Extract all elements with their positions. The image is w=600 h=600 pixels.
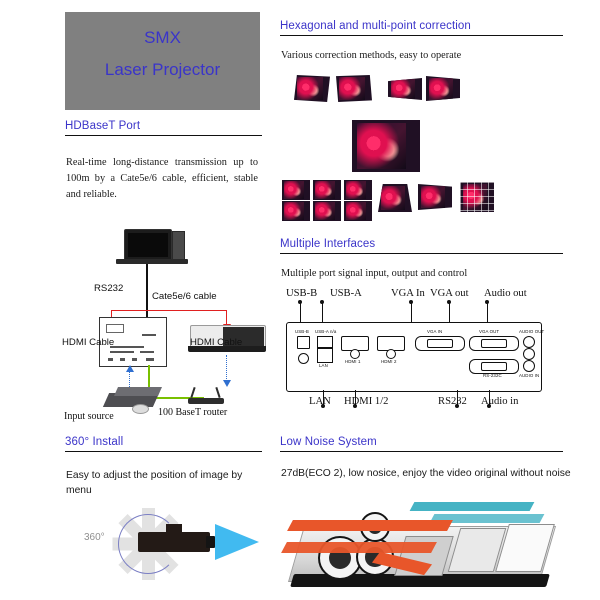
keyboard-icon: [116, 259, 188, 264]
install360-body: Easy to adjust the position of image by menu: [66, 470, 243, 497]
correction-thumbnail-grid: [280, 72, 570, 227]
silk-hdmi2: HDMI 2: [381, 359, 397, 364]
leader-dot: [485, 300, 489, 304]
silk-vga-in: VGA IN: [427, 329, 443, 334]
vga-in-dsub: [427, 339, 453, 348]
callout-audio-in: Audio in: [481, 396, 519, 407]
callout-lan: LAN: [309, 396, 331, 407]
correction-preview-large: [352, 120, 420, 172]
correction-thumb: [282, 201, 310, 221]
port-lan: [317, 348, 333, 363]
cooling-system-graphic: [282, 498, 574, 594]
port-usb-b: [297, 336, 310, 349]
section-360-header: [65, 436, 262, 452]
correction-thumb: [426, 76, 460, 101]
section-interfaces-header: [280, 238, 563, 254]
lownoise-heading: Low Noise System: [280, 436, 377, 448]
callout-usb-b: USB-B: [286, 288, 318, 299]
hdmi-right-dotted-line: [226, 355, 227, 381]
rs232c-dsub: [481, 362, 507, 371]
product-name: Laser Projector: [104, 60, 221, 79]
hdmi2-screw: [386, 349, 396, 359]
hero-banner: [65, 12, 260, 110]
hdmi1-screw: [350, 349, 360, 359]
hexagonal-heading: Hexagonal and multi-point correction: [280, 20, 471, 32]
leader-usb-a: [322, 302, 323, 322]
port-audio-in: [523, 360, 535, 372]
desktop-monitor-icon: [124, 229, 172, 261]
input-source-icon: [106, 385, 162, 411]
install360-heading: 360° Install: [65, 436, 124, 448]
silk-hdmi1: HDMI 1: [345, 359, 361, 364]
silk-usb-a: USB-A n/a: [315, 329, 337, 334]
hexagonal-rule: [280, 35, 563, 36]
light-beam: [215, 524, 259, 560]
correction-thumb: [313, 201, 341, 221]
intake-airflow-arrow: [410, 502, 535, 511]
projector-body-icon: [138, 532, 210, 552]
label-hdmi-right: HDMI Cable: [190, 337, 243, 348]
silk-audio-out: AUDIO OUT: [519, 329, 545, 334]
label-hdmi-left: HDMI Cable: [62, 337, 115, 348]
correction-thumb: [294, 75, 330, 102]
hexagonal-body: Various correction methods, easy to operate: [281, 50, 462, 61]
section-hexagonal-header: [280, 20, 563, 36]
silk-vga-out: VGA OUT: [479, 329, 500, 334]
hdmi-left-arrow: [126, 365, 134, 372]
install360-rule: [65, 451, 262, 452]
silk-audio-in: AUDIO IN: [519, 373, 540, 378]
cat-wire-top: [111, 310, 227, 311]
correction-thumb-barrel: [418, 184, 452, 210]
exhaust-airflow-arrow: [281, 542, 437, 553]
hdbaset-body: Real-time long-distance transmission up to 100m by a Cate5e/6 cable, efficient, stable and reliable.: [66, 157, 258, 200]
leader-dot: [298, 300, 302, 304]
interfaces-body: Multiple port signal input, output and control: [281, 268, 468, 279]
lownoise-rule: [280, 451, 563, 452]
label-rs232: RS232: [94, 283, 124, 294]
correction-thumb: [313, 180, 341, 200]
projector-lens-icon: [206, 536, 215, 548]
callout-rs232: RS232: [438, 396, 467, 407]
rotation-graphic: [84, 496, 268, 592]
section-hdbaset-header: [65, 120, 262, 136]
correction-thumb-pincushion: [378, 184, 412, 212]
leader-dot: [320, 300, 324, 304]
callout-hdmi: HDMI 1/2: [344, 396, 389, 407]
label-cat-cable: Cate5e/6 cable: [152, 291, 217, 302]
leader-vga-in: [411, 302, 412, 322]
lownoise-body: 27dB(ECO 2), low nosice, enjoy the video original without noise: [281, 468, 571, 479]
port-audio-out-2: [523, 348, 535, 360]
projector-mount-icon: [166, 524, 182, 532]
leader-usb-b: [300, 302, 301, 322]
correction-thumb: [336, 75, 372, 102]
section-lownoise-header: [280, 436, 563, 452]
connection-diagram: [62, 225, 266, 425]
silk-usb-b: USB-B: [295, 329, 309, 334]
interfaces-heading: Multiple Interfaces: [280, 238, 376, 250]
vga-out-dsub: [481, 339, 507, 348]
silk-rs232c: RS-232C: [483, 373, 502, 378]
correction-thumb: [282, 180, 310, 200]
port-dc: [298, 353, 309, 364]
brand-name: SMX: [144, 28, 181, 47]
label-input-source: Input source: [64, 411, 114, 422]
leader-dot: [409, 300, 413, 304]
io-panel: [286, 322, 545, 392]
router-icon: [188, 393, 224, 404]
exhaust-airflow-arrow: [287, 520, 453, 531]
callout-audio-out: Audio out: [484, 288, 527, 299]
correction-thumb: [344, 201, 372, 221]
callout-vga-out: VGA out: [430, 288, 469, 299]
callout-usb-a: USB-A: [330, 288, 362, 299]
pc-tower-icon: [172, 231, 185, 261]
leader-vga-out: [449, 302, 450, 322]
port-audio-out-1: [523, 336, 535, 348]
hdbaset-rule: [65, 135, 262, 136]
rotation-degree-label: 360°: [84, 532, 105, 543]
hdbaset-heading: HDBaseT Port: [65, 120, 141, 132]
interfaces-rule: [280, 253, 563, 254]
correction-thumb: [388, 78, 422, 100]
hdmi-right-arrow: [223, 380, 231, 387]
label-router: 100 BaseT router: [158, 407, 228, 418]
correction-thumb: [344, 180, 372, 200]
port-usb-a: [317, 336, 333, 348]
leader-audio-out: [487, 302, 488, 322]
callout-vga-in: VGA In: [391, 288, 425, 299]
correction-thumb-grid: [460, 182, 494, 212]
leader-dot: [447, 300, 451, 304]
silk-lan: LAN: [319, 363, 328, 368]
